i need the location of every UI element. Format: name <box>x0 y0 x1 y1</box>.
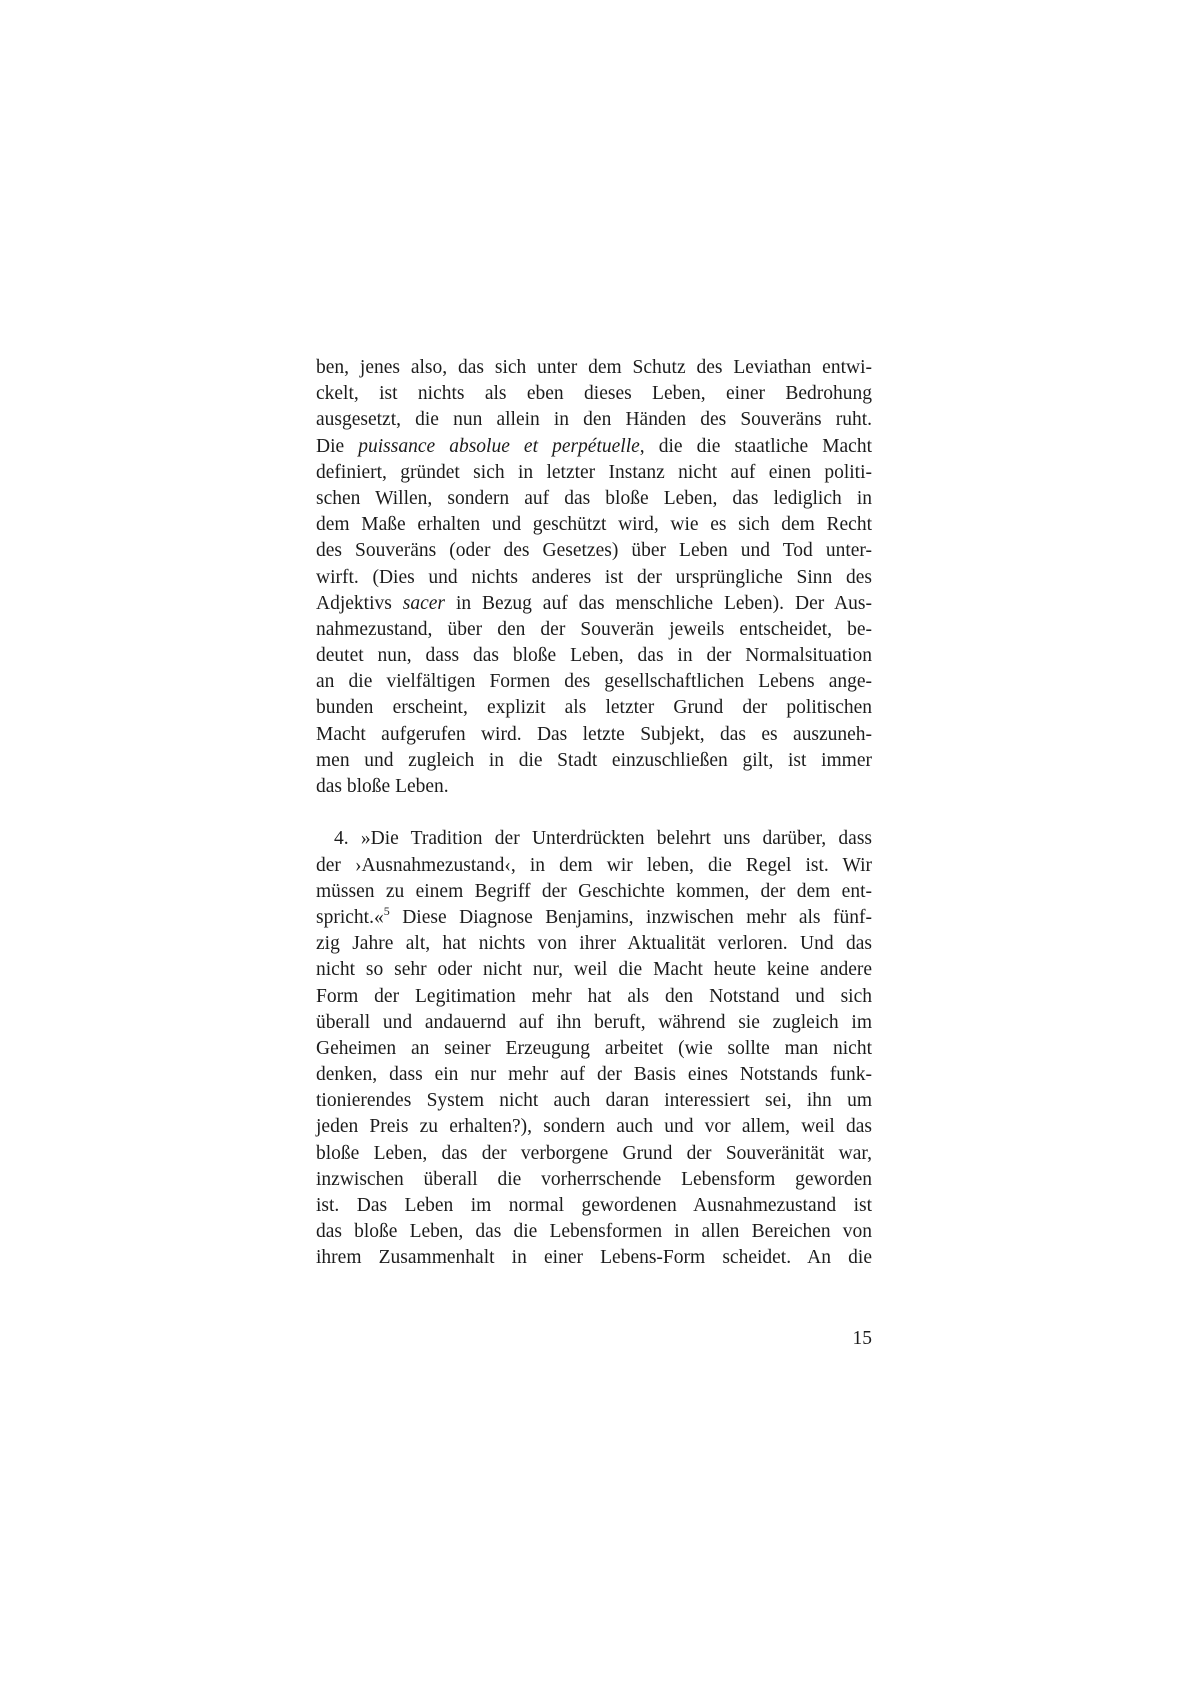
text-segment: ist. Das Leben im normal gewordenen Ausnahmezustand ist <box>316 1195 872 1216</box>
text-segment: bunden erscheint, explizit als letzter Grund der politischen <box>316 697 872 719</box>
footnote-marker: 5 <box>383 903 390 918</box>
text-segment: nahmezustand, über den der Souverän jeweils entscheidet, be- <box>316 618 872 640</box>
text-line <box>316 538 872 564</box>
text-line <box>316 486 872 512</box>
text-line <box>316 1219 872 1245</box>
text-segment: des Souveräns (oder des Gesetzes) über Leben und Tod unter- <box>316 540 872 562</box>
text-line <box>316 460 872 486</box>
text-segment: men und zugleich in die Stadt einzuschließen gilt, ist immer <box>316 749 872 771</box>
paragraph-2 <box>316 826 872 1271</box>
text-line <box>316 1062 872 1088</box>
text-line <box>316 853 872 879</box>
text-segment: zig Jahre alt, hat nichts von ihrer Aktualität verloren. Und das <box>316 933 872 955</box>
text-line <box>316 984 872 1010</box>
text-segment: jeden Preis zu erhalten?), sondern auch und vor allem, weil das <box>316 1116 872 1138</box>
text-line <box>316 1114 872 1140</box>
text-segment: definiert, gründet sich in letzter Instanz nicht auf einen politi- <box>316 461 872 483</box>
text-line <box>316 617 872 643</box>
text-line <box>316 355 872 381</box>
text-line <box>316 1193 872 1219</box>
text-segment: Adjektivs <box>316 592 403 614</box>
text-line <box>316 1010 872 1036</box>
paragraph-gap <box>316 800 872 826</box>
text-segment: nicht so sehr oder nicht nur, weil die Macht heute keine andere <box>316 959 872 981</box>
text-line <box>316 643 872 669</box>
text-line <box>316 512 872 538</box>
page-text-block <box>316 355 872 1272</box>
text-line <box>316 434 872 460</box>
text-segment: der ›Ausnahmezustand‹, in dem wir leben, die Regel ist. Wir <box>316 854 872 876</box>
text-line <box>316 1088 872 1114</box>
text-line <box>316 669 872 695</box>
text-line <box>316 381 872 407</box>
text-line <box>316 695 872 721</box>
text-segment: bloße Leben, das der verborgene Grund der Souveränität war, <box>316 1142 872 1164</box>
text-segment: Die <box>316 435 359 457</box>
text-segment: dem Maße erhalten und geschützt wird, wie es sich dem Recht <box>316 514 872 536</box>
text-line <box>316 407 872 433</box>
text-segment: überall und andauernd auf ihn beruft, während sie zugleich im <box>316 1011 872 1033</box>
italic-term: puissance absolue et perpétuelle <box>358 435 640 457</box>
text-line <box>316 879 872 905</box>
text-segment: Macht aufgerufen wird. Das letzte Subjekt, das es auszuneh- <box>316 723 872 745</box>
text-line <box>316 1141 872 1167</box>
text-segment: ausgesetzt, die nun allein in den Händen des Souveräns ruht. <box>316 409 872 431</box>
text-line <box>316 931 872 957</box>
text-line <box>316 1167 872 1193</box>
text-line <box>316 826 872 852</box>
text-line <box>316 722 872 748</box>
text-segment: müssen zu einem Begriff der Geschichte kommen, der dem ent- <box>316 880 872 902</box>
text-segment: ckelt, ist nichts als eben dieses Leben, einer Bedrohung <box>316 383 872 405</box>
text-segment: wirft. (Dies und nichts anderes ist der ursprüngliche Sinn des <box>316 566 872 588</box>
text-line <box>316 774 872 800</box>
text-segment: schen Willen, sondern auf das bloße Leben, das lediglich in <box>316 487 872 509</box>
text-segment: ihrem Zusammenhalt in einer Lebens-Form scheidet. An die <box>316 1247 872 1269</box>
page-number: 15 <box>852 1328 872 1349</box>
text-line <box>316 957 872 983</box>
text-segment: spricht.« <box>316 906 384 928</box>
text-line <box>316 591 872 617</box>
text-segment: inzwischen überall die vorherrschende Lebensform geworden <box>316 1168 872 1190</box>
text-line <box>316 748 872 774</box>
text-segment: , die die staatliche Macht <box>639 435 873 457</box>
text-segment: denken, dass ein nur mehr auf der Basis eines Notstands funk- <box>316 1064 872 1086</box>
paragraph-1 <box>316 355 872 800</box>
text-line <box>316 565 872 591</box>
italic-term: sacer <box>402 592 446 614</box>
text-segment: tionierendes System nicht auch daran interessiert sei, ihn um <box>316 1090 872 1112</box>
text-segment: Diese Diagnose Benjamins, inzwischen mehr als fünf- <box>389 906 872 928</box>
text-segment: ben, jenes also, das sich unter dem Schutz des Leviathan entwi- <box>316 357 872 378</box>
text-segment: das bloße Leben. <box>316 776 449 797</box>
text-segment: das bloße Leben, das die Lebensformen in allen Bereichen von <box>316 1221 872 1243</box>
text-line <box>316 1245 872 1271</box>
text-segment: in Bezug auf das menschliche Leben). Der Aus- <box>445 592 872 614</box>
text-segment: an die vielfältigen Formen des gesellschaftlichen Lebens ange- <box>316 671 872 693</box>
text-segment: Form der Legitimation mehr hat als den Notstand und sich <box>316 985 872 1007</box>
text-segment: 4. »Die Tradition der Unterdrückten belehrt uns darüber, dass <box>334 828 872 850</box>
text-line <box>316 1036 872 1062</box>
text-line <box>316 905 872 931</box>
text-segment: Geheimen an seiner Erzeugung arbeitet (wie sollte man nicht <box>316 1037 872 1059</box>
text-segment: deutet nun, dass das bloße Leben, das in der Normalsituation <box>316 645 872 667</box>
